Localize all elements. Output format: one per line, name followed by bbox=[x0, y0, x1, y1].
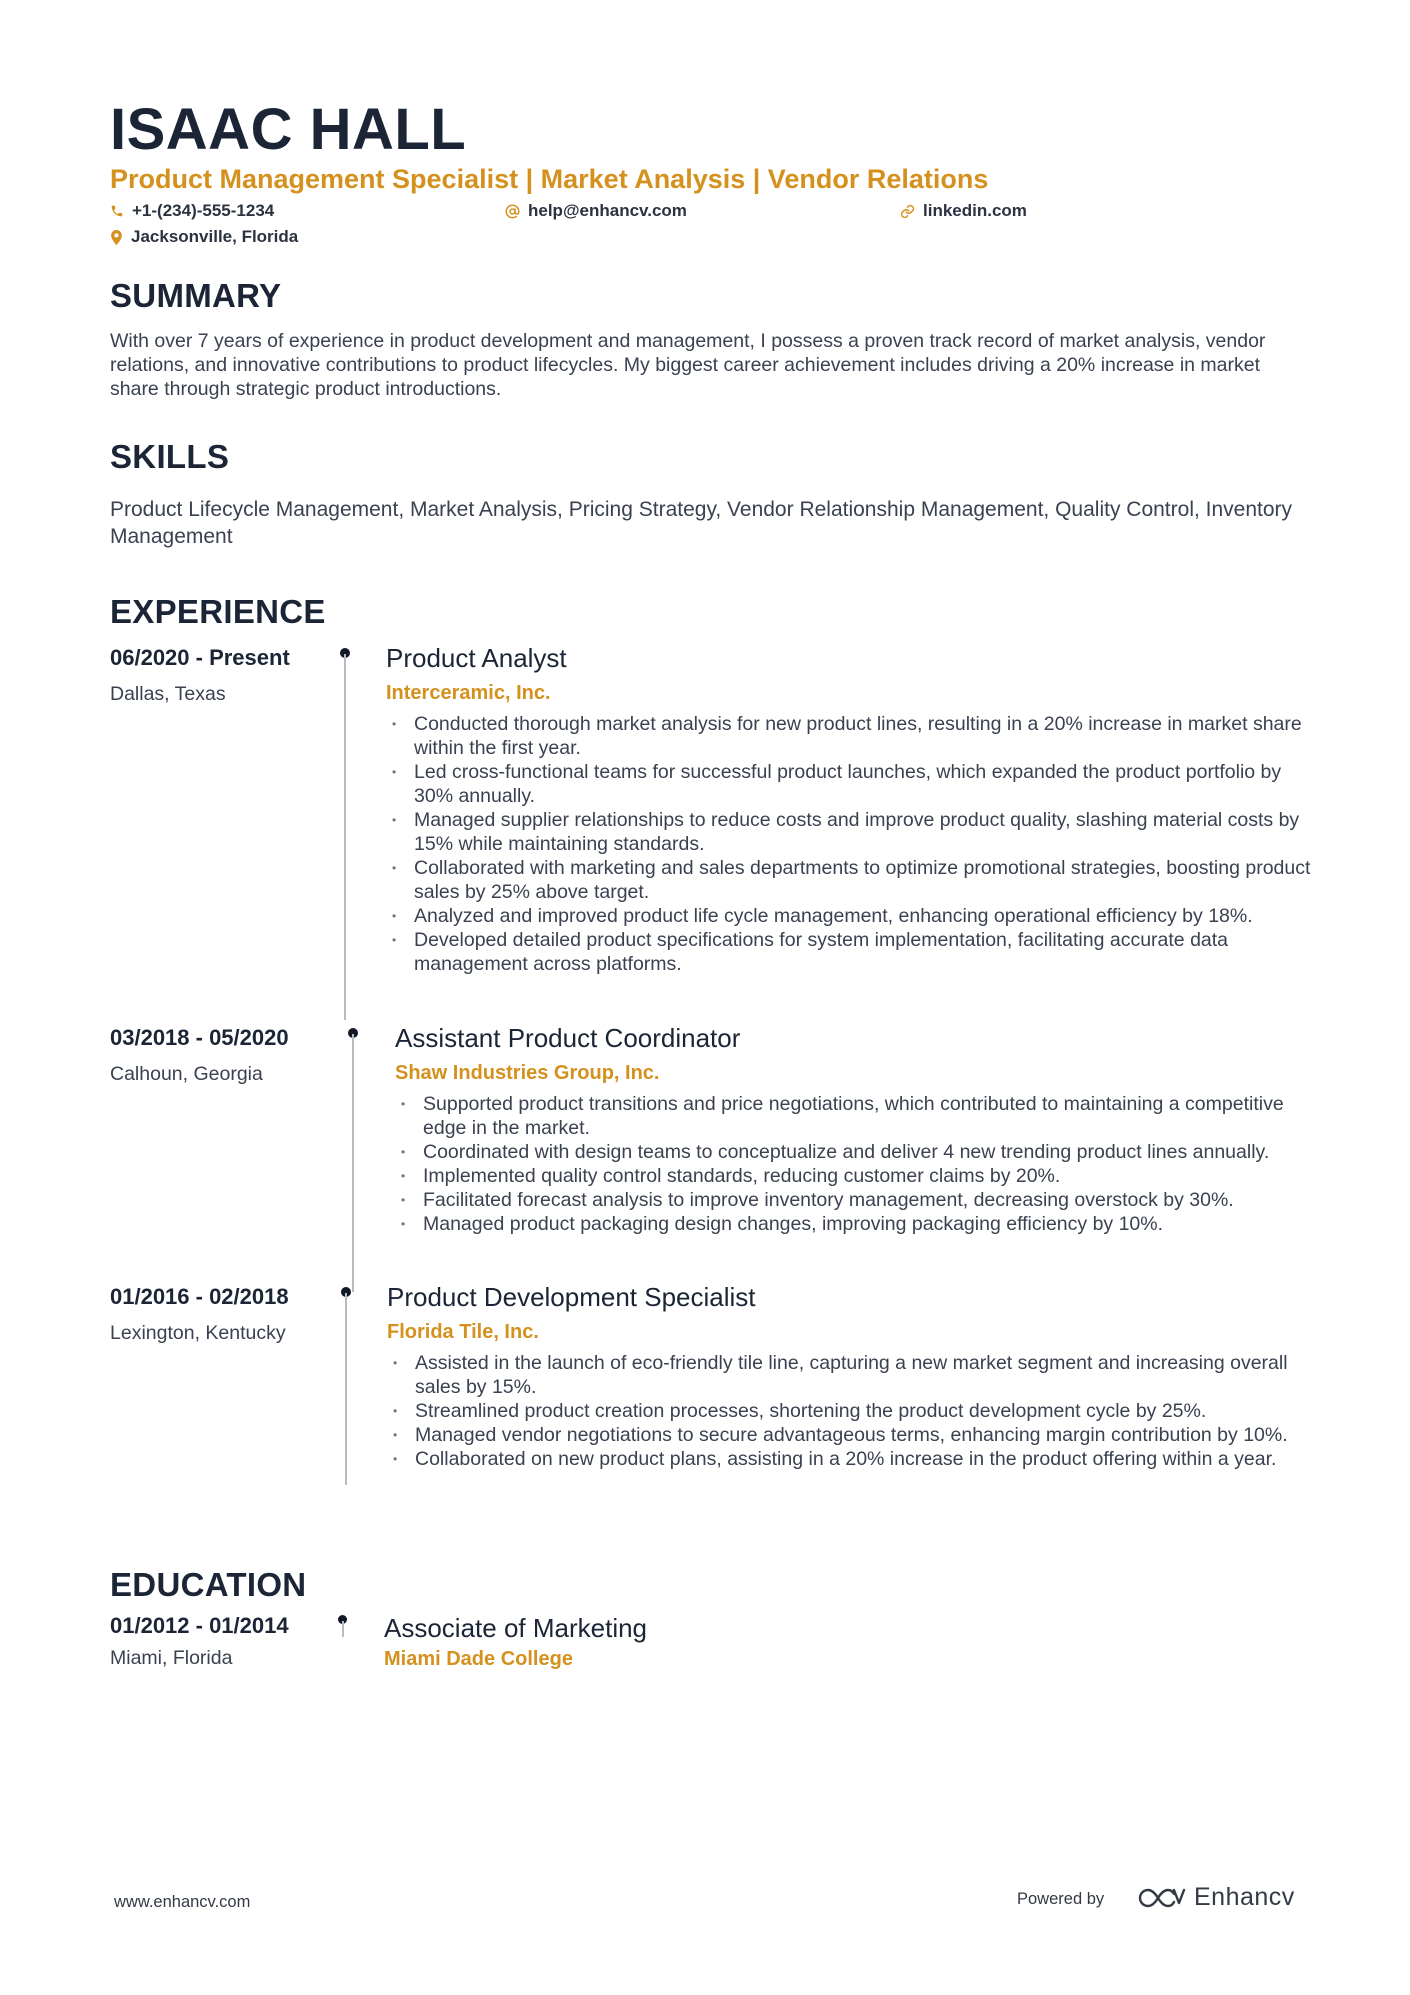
experience-date: 06/2020 - Present bbox=[110, 645, 290, 670]
timeline-line bbox=[344, 654, 346, 1020]
candidate-name: ISAAC HALL bbox=[110, 97, 467, 162]
enhancv-logo-text: Enhancv bbox=[1194, 1883, 1295, 1911]
list-item: • Managed supplier relationships to reduce costs and improve product quality, slashing material costs by 15% while maintaining standards. bbox=[386, 808, 1316, 856]
summary-heading: SUMMARY bbox=[110, 277, 282, 314]
contact-phone[interactable] bbox=[110, 200, 274, 222]
contact-location bbox=[110, 226, 298, 248]
contact-email[interactable] bbox=[505, 200, 687, 222]
footer-website[interactable]: www.enhancv.com bbox=[114, 1893, 251, 1911]
experience-date: 01/2016 - 02/2018 bbox=[110, 1284, 289, 1309]
education-location: Miami, Florida bbox=[110, 1647, 233, 1669]
contact-phone-text: +1-(234)-555-1234 bbox=[132, 201, 275, 220]
timeline-line bbox=[352, 1034, 354, 1292]
list-item: • Managed vendor negotiations to secure advantageous terms, enhancing margin contribution by 10%. bbox=[387, 1423, 1317, 1447]
contact-email-text: help@enhancv.com bbox=[528, 201, 687, 220]
degree-title: Associate of Marketing bbox=[384, 1613, 648, 1643]
company-name: Interceramic, Inc. bbox=[386, 682, 551, 704]
enhancv-logo-icon bbox=[1138, 1885, 1186, 1911]
at-sign-icon bbox=[505, 204, 520, 219]
experience-location: Calhoun, Georgia bbox=[110, 1063, 263, 1085]
education-date: 01/2012 - 01/2014 bbox=[110, 1613, 289, 1638]
job-bullets bbox=[386, 712, 1316, 976]
contact-linkedin[interactable] bbox=[900, 200, 1027, 222]
candidate-headline: Product Management Specialist | Market Analysis | Vendor Relations bbox=[110, 164, 989, 194]
list-item: • Led cross-functional teams for successful product launches, which expanded the product portfolio by 30% annually. bbox=[386, 760, 1316, 808]
experience-heading: EXPERIENCE bbox=[110, 593, 326, 630]
contact-linkedin-text: linkedin.com bbox=[923, 201, 1027, 220]
job-title: Product Development Specialist bbox=[387, 1282, 756, 1312]
enhancv-logo[interactable] bbox=[1138, 1883, 1295, 1912]
list-item: • Developed detailed product specifications for system implementation, facilitating accurate data management across platforms. bbox=[386, 928, 1316, 976]
experience-date: 03/2018 - 05/2020 bbox=[110, 1025, 289, 1050]
phone-icon bbox=[110, 204, 124, 218]
skills-text: Product Lifecycle Management, Market Analysis, Pricing Strategy, Vendor Relationship Management, Quality Control, Inventory Management bbox=[110, 498, 1293, 548]
summary-text: With over 7 years of experience in product development and management, I possess a proven track record of market analysis, vendor relations, and innovative contributions to product lifecycles. My biggest career achievement includes driving a 20% increase in market share through strategic product introductions. bbox=[110, 330, 1266, 400]
school-name: Miami Dade College bbox=[384, 1648, 573, 1670]
list-item: • Facilitated forecast analysis to improve inventory management, decreasing overstock by 30%. bbox=[395, 1188, 1325, 1212]
company-name: Shaw Industries Group, Inc. bbox=[395, 1062, 660, 1084]
list-item: • Streamlined product creation processes, shortening the product development cycle by 25%. bbox=[387, 1399, 1317, 1423]
list-item: • Supported product transitions and price negotiations, which contributed to maintaining a competitive edge in the market. bbox=[395, 1092, 1325, 1140]
experience-location: Lexington, Kentucky bbox=[110, 1322, 286, 1344]
contact-location-text: Jacksonville, Florida bbox=[131, 227, 299, 246]
list-item: • Collaborated with marketing and sales departments to optimize promotional strategies, boosting product sales by 25% above target. bbox=[386, 856, 1316, 904]
timeline-line bbox=[345, 1293, 347, 1485]
list-item: • Implemented quality control standards, reducing customer claims by 20%. bbox=[395, 1164, 1325, 1188]
list-item: • Assisted in the launch of eco-friendly tile line, capturing a new market segment and increasing overall sales by 15%. bbox=[387, 1351, 1317, 1399]
list-item: • Coordinated with design teams to conceptualize and deliver 4 new trending product lines annually. bbox=[395, 1140, 1325, 1164]
job-title: Product Analyst bbox=[386, 643, 567, 673]
experience-location: Dallas, Texas bbox=[110, 683, 226, 705]
skills-heading: SKILLS bbox=[110, 438, 230, 475]
list-item: • Collaborated on new product plans, assisting in a 20% increase in the product offering within a year. bbox=[387, 1447, 1317, 1471]
job-bullets bbox=[395, 1092, 1325, 1236]
list-item: • Managed product packaging design changes, improving packaging efficiency by 10%. bbox=[395, 1212, 1325, 1236]
company-name: Florida Tile, Inc. bbox=[387, 1321, 539, 1343]
link-icon bbox=[900, 204, 915, 219]
job-title: Assistant Product Coordinator bbox=[395, 1023, 741, 1053]
location-pin-icon bbox=[110, 230, 123, 245]
education-heading: EDUCATION bbox=[110, 1566, 307, 1603]
list-item: • Analyzed and improved product life cycle management, enhancing operational efficiency by 18%. bbox=[386, 904, 1316, 928]
job-bullets bbox=[387, 1351, 1317, 1471]
list-item: • Conducted thorough market analysis for new product lines, resulting in a 20% increase in market share within the first year. bbox=[386, 712, 1316, 760]
timeline-line bbox=[342, 1621, 344, 1637]
powered-by-label: Powered by bbox=[1017, 1890, 1105, 1908]
